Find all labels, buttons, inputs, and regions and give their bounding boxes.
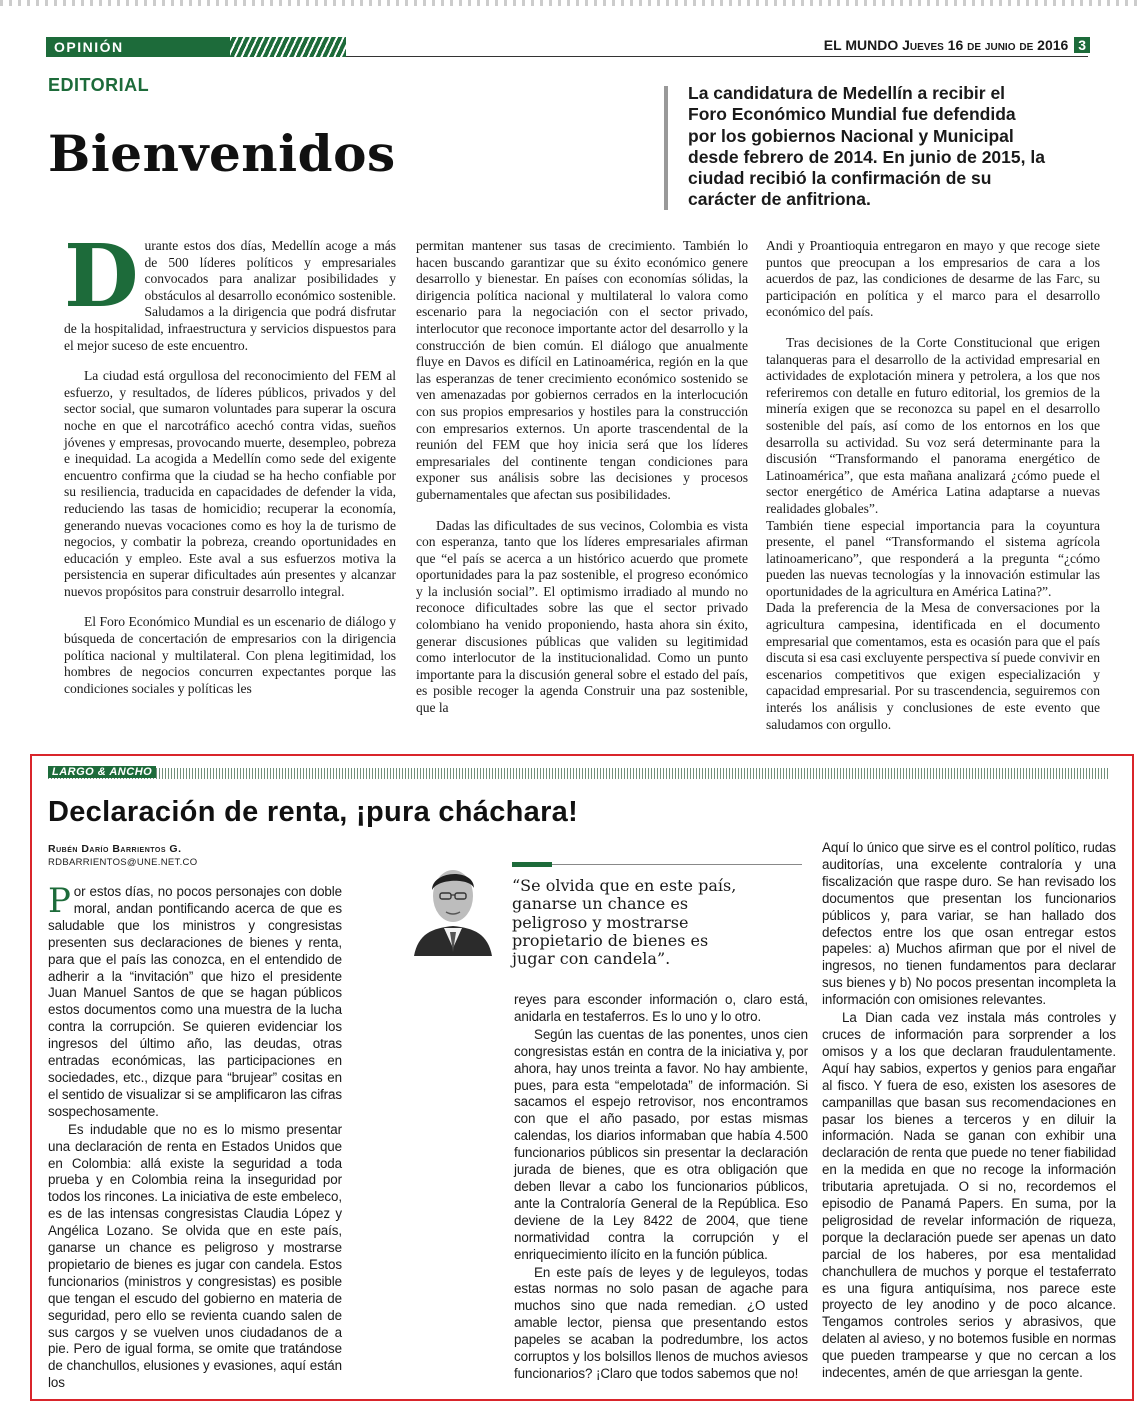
pull-quote: “Se olvida que en este país, ganarse un chance es peligroso y mostrarse propietario de bienes es jugar con candela”. xyxy=(512,876,737,969)
column-paragraph: Según las cuentas de las ponentes, unos cien congresistas están en contra de la iniciativa y, por ahora, hay unos treinta a favor. No hay ambiente, pues, para esta “empelotada” de información. Si sacamos el espejo retrovisor, nos encontramos con que el año pasado, por estas mismas calendas, los diarios informaban que había 4.500 funcionarios públicos sin presentar la declaración jurada de bienes, que es otra obligación que deben llevar a cabo los funcionarios públicos, ante la Contraloría General de la República. Eso deviene de la Ley 8422 de 2004, que tiene normatividad contra la corrupción y el enriquecimiento ilícito en la función pública. xyxy=(514,1026,808,1262)
editorial-title: Bienvenidos xyxy=(48,124,396,183)
column-author: Rubén Darío Barrientos G. xyxy=(48,843,182,855)
column-title: Declaración de renta, ¡pura cháchara! xyxy=(48,796,579,828)
column-col-1 xyxy=(48,881,342,1393)
section-label: OPINIÓN xyxy=(54,39,124,55)
column-email: RDBARRIENTOS@UNE.NET.CO xyxy=(48,857,198,868)
quote-rule-thin xyxy=(552,864,802,865)
section-tab xyxy=(46,37,346,57)
page-number: 3 xyxy=(1074,37,1090,53)
editorial-paragraph: También tiene especial importancia para la coyuntura presente, el panel “Transformando el sistema agrícola latinoamericano”, que responderá a la pregunta “¿cómo pueden las nuevas tecnologías y la innovación estimular las oportunidades de la agricultura en América Latina?”. xyxy=(766,517,1100,599)
editorial-paragraph: Andi y Proantioquia entregaron en mayo y que recoge siete puntos que preocupan a los empresarios de cara a los acuerdos de paz, las condiciones de desarme de las Farc, su participación en política y el marco para el desarrollo económico del país. xyxy=(766,238,1100,320)
editorial-paragraph: Tras decisiones de la Corte Constitucional que erigen talanqueras para el desarrollo de la actividad empresarial en actividades de explotación minera y petrolera, a los que nos referiremos con detalle en futuro editorial, los gremios de la minería exigen que se reconozca su papel en el desarrollo sostenible del país, así como de los entornos en los que desarrolla su actividad. Su voz será determinante para la discusión “Transformando el panorama energético de Latinoamérica”, que esta mañana analizará ¿cómo puede el sector energético de América Latina adaptarse a nuevas realidades globales”. xyxy=(766,334,1100,516)
column-paragraph: or estos días, no pocos personajes con doble moral, andan pontificando acerca de que es saludable que los ministros y congresistas presenten sus declaraciones de bienes y renta, para que el país las conozca, en el entendido de adherir a la “invitación” que hizo el presidente Juan Manuel Santos de que se hagan públicos estos documentos como una muestra de la lucha contra la corrupción. Se quieren evidenciar los ingresos del último año, las deudas, otras entradas económicas, las participaciones en sociedades, etc., dizque para “brujear” cositas en el sentido de visualizar si se amplificaron las cifras sospechosamente. xyxy=(48,884,342,1119)
paper-name: EL MUNDO xyxy=(823,37,899,53)
editorial-label: EDITORIAL xyxy=(48,75,150,95)
editorial-paragraph: El Foro Económico Mundial es un escenario de diálogo y búsqueda de concertación de empresarios con la dirigencia política nacional y multilateral. Con plena legitimidad, los hombres de negocios concurren expectantes porque las condiciones sociales y políticas les xyxy=(64,614,396,696)
column-col-3 xyxy=(822,840,1116,1383)
scan-edge xyxy=(0,0,1141,6)
quote-rule xyxy=(512,862,552,867)
editorial-paragraph: urante estos dos días, Medellín acoge a más de 500 líderes políticos y empresariales convocados para analizar posibilidades y obstáculos al desarrollo económico sostenible. Saludamos a la dirigencia que podrá disfrutar de la hospitalidad, infraestructura y servicios dispuestos para el mejor suceso de este encuentro. xyxy=(64,238,396,353)
editorial-paragraph: La ciudad está orgullosa del reconocimiento del FEM al esfuerzo, y resultados, de líderes públicos, privados y del sector social, que sumaron voluntades para superar la oscura noche en que el narcotráfico acechó contra vidas, sueños jóvenes y empresas, provocando muerte, desempleo, pobreza e inequidad. La acogida a Medellín como sede del exigente encuentro confirma que la ciudad se ha hecho confiable por su resiliencia, traducida en capacidades de defender la vida, reduciendo las tasas de homicidio; recuperar la economía, generando nuevas vocaciones como es hoy la de turismo de negocios, y combatir la pobreza, creando oportunidades en educación y empleo. Este aval a sus esfuerzos motiva la persistencia en superar dificultades aún presentes y alcanzar nuevos propósitos para construir desarrollo integral. xyxy=(64,368,396,599)
column-label: LARGO & ANCHO xyxy=(48,766,156,778)
editorial-dropcap: D xyxy=(64,226,139,327)
section-stripes xyxy=(230,37,346,57)
editorial-col-1 xyxy=(64,226,396,711)
column-dropcap: P xyxy=(48,881,71,921)
column-paragraph: Aquí lo único que sirve es el control político, rudas auditorías, una excelente contraloría y una fiscalización que raspe duro. Se han revisado los documentos que presentan los funcionarios públicos y, para variar, se han hallado dos defectos entre los que osan entregar estos papeles: a) Muchos afirman que por el nivel de ingresos, no tienen fundamentos para declarar sus bienes y b) No pocos presentan incompleta la información con omisiones relevantes. xyxy=(822,840,1116,1008)
editorial-paragraph: Dada la preferencia de la Mesa de conversaciones por la agricultura campesina, identificada en el documento empresarial que comentamos, esta es ocasión para que el país discuta si esa casi excluyente perspectiva sí puede convivir en escenarios competitivos que exigen especialización y capacidad empresarial. Por su trascendencia, seguiremos con interés los análisis y conclusiones de este evento que saludamos con orgullo. xyxy=(766,600,1100,732)
column-paragraph: reyes para esconder información o, claro está, anidarla en testaferros. Es lo uno y lo otro. xyxy=(514,992,808,1024)
masthead-info xyxy=(780,37,1090,57)
column-col-2 xyxy=(514,992,808,1384)
column-header-bar xyxy=(48,768,1108,779)
column-paragraph: Es indudable que no es lo mismo presentar una declaración de renta en Estados Unidos que en Colombia: allá existe la seguridad a toda prueba y en Colombia reina la inseguridad por todos los rincones. La iniciativa de este embeleco, es de las intensas congresistas Claudia López y Angélica Lozano. Se olvida que en este país, ganarse un chance es peligroso y mostrarse propietario de bienes es jugar con candela. Estos funcionarios (ministros y congresistas) es posible que tengan el escudo del gobierno en materia de seguridad, pero ello se revienta cuando salen de sus cargos y se vuelven unos ciudadanos de a pie. Pero de igual forma, se omite que tratándose de chanchullos, elusiones y evasiones, aquí están los xyxy=(48,1121,342,1391)
column-paragraph: En este país de leyes y de leguleyos, todas estas normas no solo pasan de agache para muchos sino que nada remedian. ¿O usted amable lector, piensa que presentando estos papeles se acaban la podredumbre, los actos corruptos y los bolsillos llenos de muchos aviesos funcionarios? ¡Claro que todos sabemos que no! xyxy=(514,1264,808,1381)
editorial-paragraph: Dadas las dificultades de sus vecinos, Colombia es vista con esperanza, tanto que los líderes empresariales afirman que “el país se acerca a un histórico acuerdo que promete oportunidades para la paz sostenible, el progreso económico y la inclusión social”. El optimismo irradiado al mundo no reconoce dificultades sobre las que el sector privado colombiano ha venido proponiendo, hasta ahora sin éxito, generar discusiones públicas que validen su legitimidad como interlocutor de la institucionalidad. Como un punto importante para la discusión general sobre el estado del país, es posible recoger la agenda Construir una paz sostenible, que la xyxy=(416,517,748,716)
lede-rule xyxy=(664,86,668,210)
editorial-col-3 xyxy=(766,238,1100,747)
column-paragraph: La Dian cada vez instala más controles y cruces de información para sorprender a los omisos y a los que declaran fraudulentamente. Aquí hay sabios, expertos y genios para engañar al fisco. Y fuera de eso, existen los asesores de campanillas que basan sus recomendaciones en pasar los bienes a terceros y en diluir la información. Nada se ganan con exhibir una declaración de renta que puede no tener fiabilidad en la medida en que no recoge la información tributaria apretujada. O si no, recordemos el episodio de Panamá Papers. En suma, por la peligrosidad de revelar información de riqueza, porque la declaración puede ser apenas un dato parcial de los haberes, por esa mentalidad chanchullera de muchos y porque el testaferrato es una figura antiquísima, nos parece este proyecto de ley anodino y de poco alcance. Tengamos controles serios y abrasivos, que delaten al avieso, y no botemos fusible en normas que pueden trampearse y que no cercan a los indecentes, amén de que arriesgan la gente. xyxy=(822,1010,1116,1381)
editorial-lede: La candidatura de Medellín a recibir el Foro Económico Mundial fue defendida por los gobiernos Nacional y Municipal desde febrero de 2014. En junio de 2015, la ciudad recibió la confirmación de su carácter de anfitriona. xyxy=(688,83,1045,210)
editorial-paragraph: permitan mantener sus tasas de crecimiento. También lo hacen buscando garantizar que su éxito económico genere desarrollo y bienestar. En países con economías sólidas, la dirigencia política nacional y multilateral lo valora como escenario para la negociación con el sector privado, interlocutor que reconoce importante actor del desarrollo y la construcción de bien común. El diálogo que anualmente fluye en Davos es difícil en Latinoamérica, región en la que las esperanzas de tener crecimiento económico sostenido se ven amenazadas por gobiernos cerrados en la interlocución con sus propios empresarios y hostiles para la construcción con empresarios externos. Un aporte trascendental de la reunión del FEM que hoy inicia será que los líderes empresariales del continente tengan condiciones para exponer sus análisis sobre las decisiones y procesos gubernamentales que afectan sus posibilidades. xyxy=(416,238,748,502)
issue-date: Jueves 16 de junio de 2016 xyxy=(902,37,1069,53)
author-photo xyxy=(404,858,502,956)
editorial-col-2 xyxy=(416,238,748,731)
